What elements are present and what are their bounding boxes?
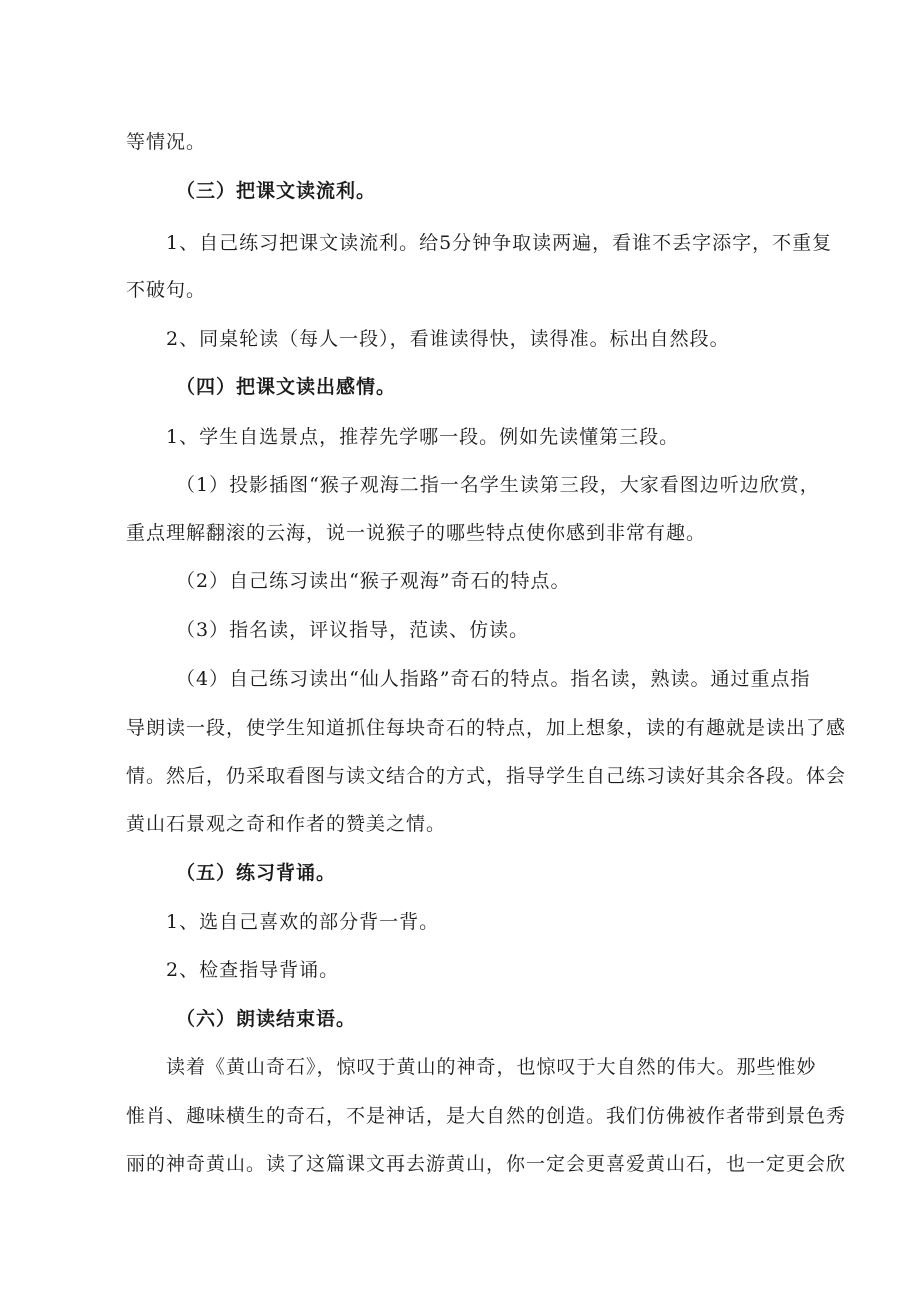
section-heading-3: （三）把课文读流利。	[176, 180, 377, 202]
paragraph-text: （2）自己练习读出“猴子观海”奇石的特点。	[176, 570, 571, 592]
section-heading-6: （六）朗读结束语。	[176, 1008, 357, 1030]
paragraph-text: 惟肖、趣味横生的奇石，不是神话，是大自然的创造。我们仿佛被作者带到景色秀	[126, 1105, 847, 1127]
paragraph-text: （3）指名读，评议指导，范读、仿读。	[176, 619, 530, 641]
paragraph-text: 等情况。	[126, 131, 207, 153]
paragraph-text: 1、自己练习把课文读流利。给5分钟争取读两遍，看谁不丢字添字，不重复	[166, 232, 833, 254]
paragraph-text: 1、选自己喜欢的部分背一背。	[166, 911, 440, 933]
paragraph-text: （1）投影插图“猴子观海二指一名学生读第三段，大家看图边听边欣赏，	[176, 474, 820, 496]
paragraph-text: 情。然后，仍采取看图与读文结合的方式，指导学生自己练习读好其余各段。体会	[126, 765, 847, 787]
section-heading-5: （五）练习背诵。	[176, 862, 337, 884]
paragraph-text: 读着《黄山奇石》，惊叹于黄山的神奇，也惊叹于大自然的伟大。那些惟妙	[166, 1056, 817, 1078]
paragraph-text: 不破句。	[126, 279, 207, 301]
paragraph-text: 2、同桌轮读（每人一段），看谁读得快，读得准。标出自然段。	[166, 328, 730, 350]
paragraph-text: 丽的神奇黄山。读了这篇课文再去游黄山，你一定会更喜爱黄山石，也一定更会欣	[126, 1153, 847, 1175]
section-heading-4: （四）把课文读出感情。	[176, 376, 397, 398]
paragraph-text: 2、检查指导背诵。	[166, 959, 340, 981]
paragraph-text: 重点理解翻滚的云海，说一说猴子的哪些特点使你感到非常有趣。	[126, 522, 707, 544]
paragraph-text: 导朗读一段，使学生知道抓住每块奇石的特点，加上想象，读的有趣就是读出了感	[126, 717, 847, 739]
paragraph-text: （4）自己练习读出“仙人指路”奇石的特点。指名读，熟读。通过重点指	[176, 668, 811, 690]
paragraph-text: 黄山石景观之奇和作者的赞美之情。	[126, 813, 447, 835]
paragraph-text: 1、学生自选景点，推荐先学哪一段。例如先读懂第三段。	[166, 426, 680, 448]
